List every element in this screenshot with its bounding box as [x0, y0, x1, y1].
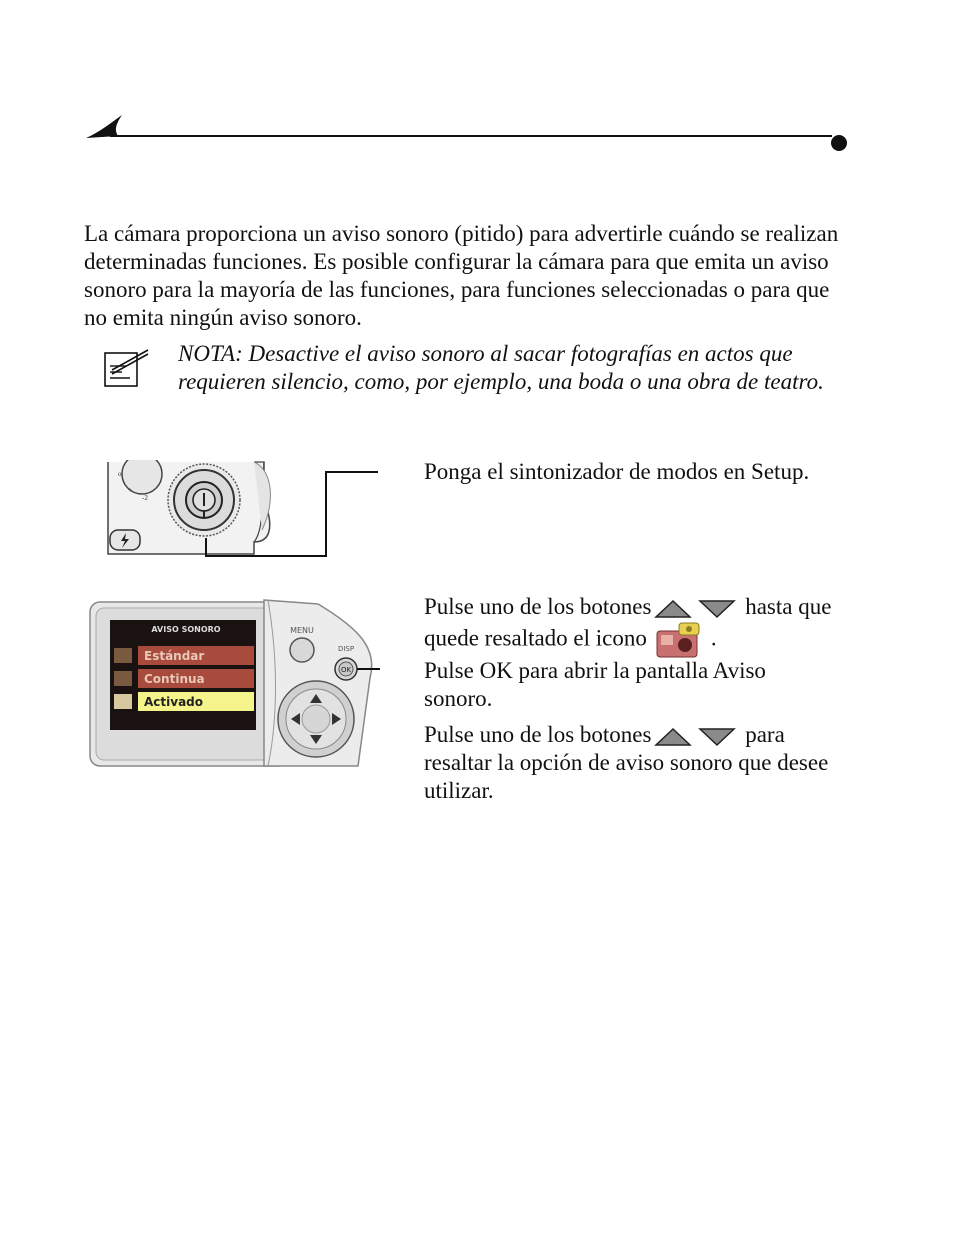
header-rule — [80, 110, 860, 160]
camera-back-illustration — [88, 598, 384, 773]
step-press-ok: Pulse OK para abrir la pantalla Aviso sonoro. — [424, 658, 766, 711]
step-set-mode-dial: Ponga el sintonizador de modos en Setup. — [424, 459, 810, 484]
menu-label: MENU — [290, 626, 314, 635]
svg-text:+: + — [128, 486, 132, 494]
note-text: NOTA: Desactive el aviso sonoro al sacar fotografías en actos que requieren silencio, como, por ejemplo, una boda o una obra de teatro. — [178, 341, 824, 394]
lcd-option-icon — [114, 694, 132, 709]
up-arrow-icon — [654, 727, 692, 747]
swoosh-icon — [86, 115, 122, 138]
mode-dial-illustration — [104, 460, 384, 560]
lcd-header: AVISO SONORO — [151, 625, 221, 634]
step-highlight-icon: Pulse uno de los botones hasta que quede resaltado el icono . — [424, 593, 844, 659]
down-arrow-icon — [698, 727, 736, 747]
down-arrow-icon — [698, 599, 736, 619]
ok-label: OK — [340, 666, 352, 674]
step-select-option: Pulse uno de los botones para resaltar la opción de aviso sonoro que desee utilizar. — [424, 722, 829, 803]
lcd-option-icon — [114, 671, 132, 686]
disp-label: DISP — [337, 645, 355, 653]
lcd-option-label: Activado — [144, 695, 204, 709]
lcd-option-icon — [114, 648, 132, 663]
note-pencil-icon — [104, 348, 150, 388]
svg-text:o: o — [118, 470, 122, 478]
intro-paragraph: La cámara proporciona un aviso sonoro (pitido) para advertirle cuándo se realizan determinadas funciones. Es posible configurar la cámara para que emita un aviso sonoro para la mayoría de las funciones, para funciones seleccionadas o para que no emita ningún aviso sonoro. — [84, 221, 839, 330]
lcd-option-label: Estándar — [144, 649, 205, 663]
sound-setup-icon — [655, 621, 703, 659]
lcd-option-label: Continua — [144, 672, 205, 686]
menu-button — [290, 638, 314, 662]
bullet-dot-icon — [831, 135, 847, 151]
up-arrow-icon — [654, 599, 692, 619]
svg-text:-2: -2 — [142, 494, 148, 502]
